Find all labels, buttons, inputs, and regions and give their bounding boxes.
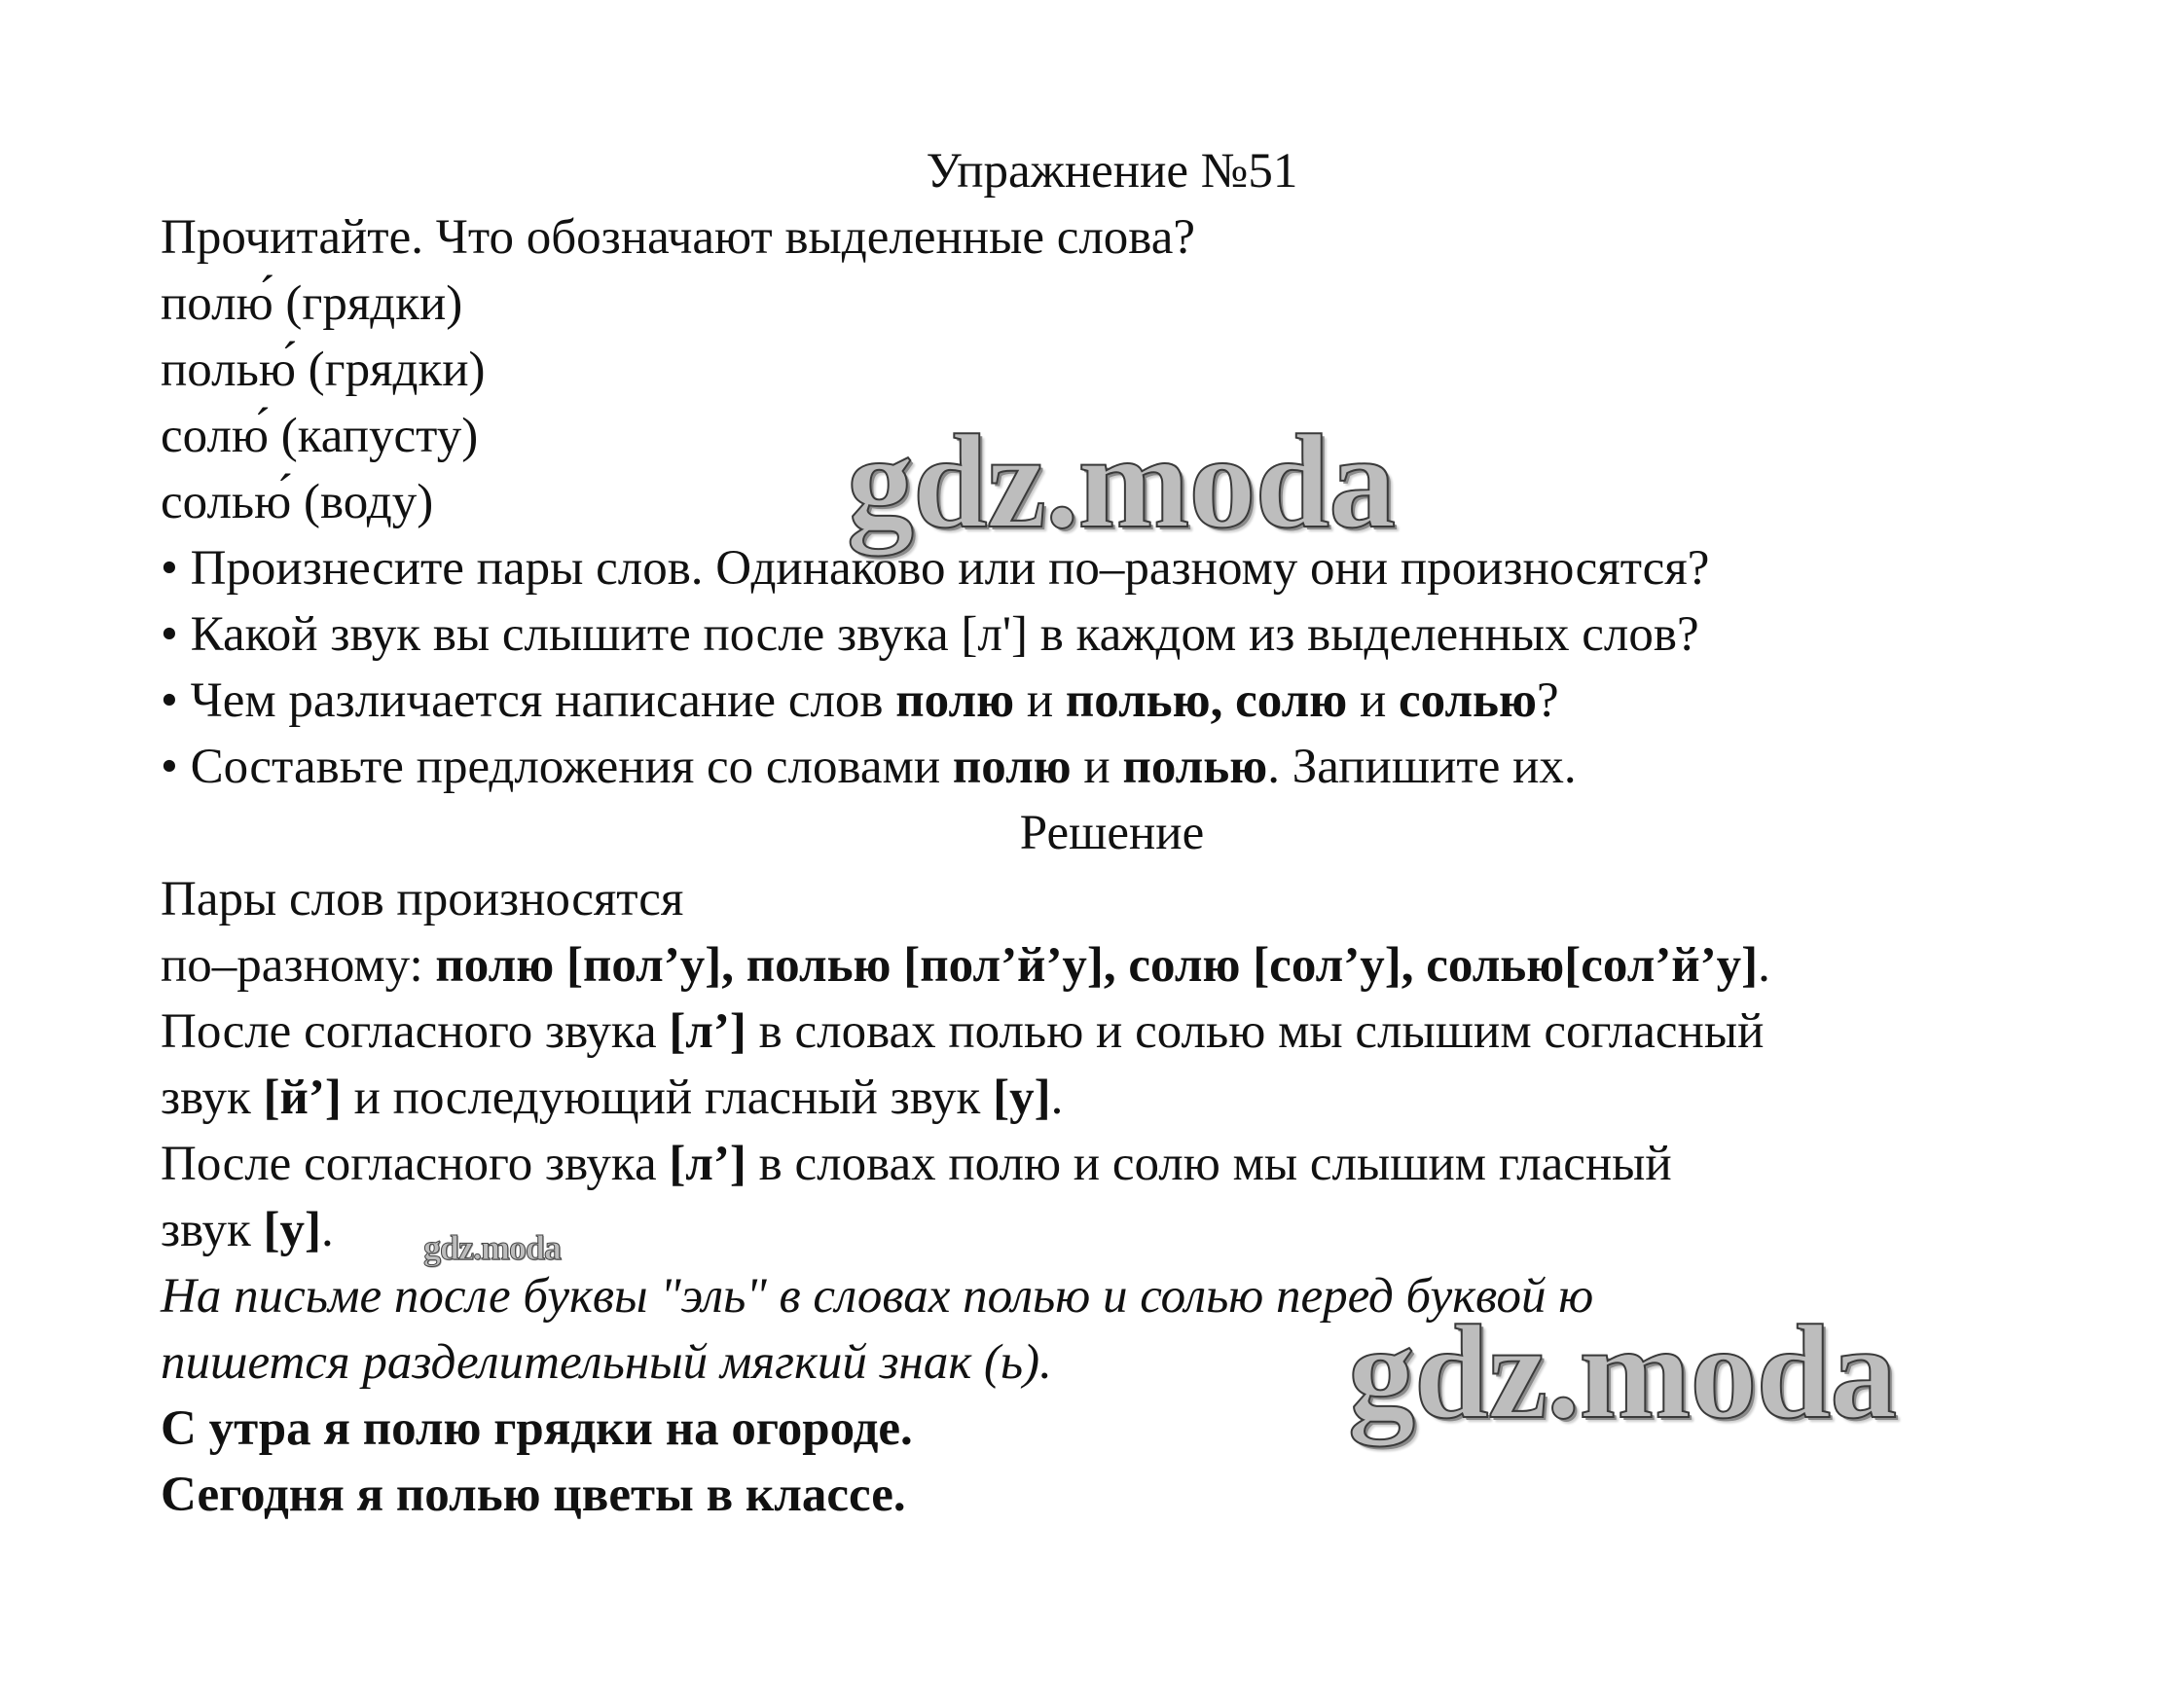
- example-sentence: С утра я полю грядки на огороде.: [161, 1401, 913, 1456]
- bold-word: полью: [1122, 740, 1268, 794]
- solution-line: [161, 1002, 1764, 1061]
- italic-note: На письме после буквы "эль" в словах полью и солью перед буквой ю: [161, 1269, 1594, 1324]
- task-prompt: Прочитайте. Что обозначают выделенные слова?: [161, 210, 1195, 265]
- word-line: солю́ (капусту): [161, 409, 479, 463]
- sound-symbol: [й’]: [263, 1071, 342, 1125]
- question-4-text: • Составьте предложения со словами: [161, 740, 953, 794]
- solution-line: [161, 1201, 334, 1259]
- solution-line: Пары слов произносятся: [161, 872, 684, 926]
- question-3: [161, 672, 1559, 730]
- transcriptions: полю [пол’у], полью [пол’й’у], солю [сол’у], солью[сол’й’у]: [435, 938, 1759, 993]
- solution-line: [161, 1069, 1063, 1127]
- period: .: [1050, 1071, 1064, 1125]
- bold-word: солью: [1398, 673, 1538, 728]
- question-1: • Произнесите пары слов. Одинаково или по–разному они произносятся?: [161, 541, 1710, 596]
- word-line: полю́ (грядки): [161, 276, 463, 331]
- solution-text: звук: [161, 1203, 264, 1257]
- solution-text: и последующий гласный звук: [341, 1071, 994, 1125]
- bold-word: полю: [895, 673, 1015, 728]
- example-sentence: Сегодня я полью цветы в классе.: [161, 1468, 906, 1522]
- sound-symbol: [у]: [993, 1071, 1051, 1125]
- question-3-text: • Чем различается написание слов: [161, 673, 896, 728]
- word-line: полью́ (грядки): [161, 343, 486, 397]
- period: .: [1758, 938, 1770, 993]
- solution-line: [161, 1135, 1672, 1193]
- watermark-logo: gdz.moda: [1348, 1297, 1897, 1446]
- word-line: солью́ (воду): [161, 475, 434, 529]
- watermark-logo-small: gdz.moda: [423, 1228, 562, 1267]
- conjunction: и: [1347, 673, 1399, 728]
- italic-note: пишется разделительный мягкий знак (ь).: [161, 1335, 1052, 1390]
- sound-symbol: [у]: [263, 1203, 321, 1257]
- solution-heading: Решение: [1019, 806, 1205, 860]
- question-4-end: . Запишите их.: [1267, 740, 1577, 794]
- sound-symbol: [л’]: [669, 1137, 746, 1191]
- bold-word: полью, солю: [1065, 673, 1348, 728]
- sound-symbol: [л’]: [669, 1004, 746, 1059]
- conjunction: и: [1014, 673, 1066, 728]
- conjunction: и: [1071, 740, 1123, 794]
- exercise-title: Упражнение №51: [926, 144, 1298, 199]
- solution-text: После согласного звука: [161, 1004, 670, 1059]
- solution-text: в словах полю и солю мы слышим гласный: [746, 1137, 1672, 1191]
- solution-text: в словах полью и солью мы слышим согласный: [746, 1004, 1765, 1059]
- solution-text: звук: [161, 1071, 264, 1125]
- question-2: • Какой звук вы слышите после звука [л'] в каждом из выделенных слов?: [161, 607, 1699, 662]
- question-mark: ?: [1537, 673, 1559, 728]
- solution-line: [161, 936, 1770, 995]
- watermark-logo: gdz.moda: [847, 407, 1396, 556]
- solution-text: по–разному:: [161, 938, 436, 993]
- bold-word: полю: [952, 740, 1072, 794]
- solution-text: После согласного звука: [161, 1137, 670, 1191]
- question-4: [161, 738, 1577, 796]
- period: .: [320, 1203, 334, 1257]
